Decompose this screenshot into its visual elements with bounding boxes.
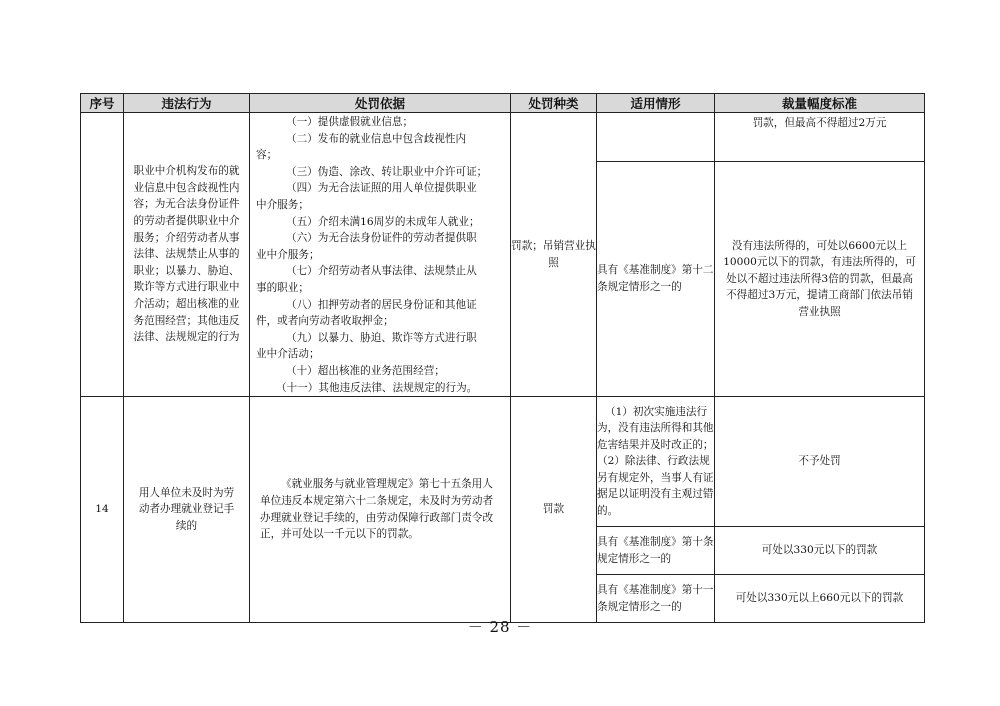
header-case: 适用情形 [597,94,715,113]
row2-no: 14 [81,397,124,623]
basis-line: 业中介服务； [256,248,320,261]
page-number: － 28 － [467,618,533,636]
header-no: 序号 [81,94,124,113]
basis-line: 容； [256,149,278,162]
row1-case-2: 具有《基准制度》第十二条规定情形之一的 [597,161,715,396]
row1-no [81,113,124,397]
row1-basis [250,113,511,397]
basis-line: （六）为无合法身份证件的劳动者提供职 [286,232,477,245]
header-std: 裁量幅度标准 [715,94,925,113]
row1-std-2: 没有违法所得的，可处以6600元以上10000元以下的罚款，有违法所得的，可处以不超过违法所得3倍的罚款，但最高不得超过3万元，提请工商部门依法吊销营业执照 [715,161,925,396]
basis-line: （十）超出核准的业务范围经营； [286,364,445,377]
basis-line: （三）伪造、涂改、转让职业中介许可证； [286,165,488,178]
basis-line: 中介服务； [256,198,309,211]
header-act: 违法行为 [124,94,250,113]
basis-line: （四）为无合法证照的用人单位提供职业 [286,182,477,195]
basis-line: （二）发布的就业信息中包含歧视性内 [286,132,467,145]
basis-line: （十一）其他违反法律、法规规定的行为。 [276,381,478,394]
row2-case-1: （1）初次实施违法行为，没有违法所得和其他危害结果并及时改正的；（2）除法律、行政法规另有规定外，当事人有证据足以证明没有主观过错的。 [597,397,715,527]
basis-line: 业中介活动； [256,348,320,361]
basis-line: 事的职业； [256,281,309,294]
header-basis: 处罚依据 [250,94,511,113]
table-row [81,113,925,162]
row2-std-1: 不予处罚 [715,397,925,527]
row1-std-1: 罚款，但最高不得超过2万元 [715,113,925,162]
penalty-table [80,93,925,623]
row1-act: 职业中介机构发布的就业信息中包含歧视性内容；为无合法身份证件的劳动者提供职业中介服务；介绍劳动者从事法律、法规禁止从事的职业；以暴力、胁迫、欺诈等方式进行职业中介活动；超出核准的业务范围经营；其他违反法律、法规规定的行为 [124,113,250,397]
row2-basis: 《就业服务与就业管理规定》第七十五条用人单位违反本规定第六十二条规定，未及时为劳动者办理就业登记手续的，由劳动保障行政部门责令改正，并可处以一千元以下的罚款。 [250,397,511,623]
basis-line: （七）介绍劳动者从事法律、法规禁止从 [286,265,477,278]
row2-case-3: 具有《基准制度》第十一条规定情形之一的 [597,575,715,623]
row2-type: 罚款 [511,397,597,623]
row1-case-1 [597,113,715,162]
row1-type: 罚款；吊销营业执照 [511,113,597,397]
row2-std-3: 可处以330元以上660元以下的罚款 [715,575,925,623]
row2-act: 用人单位未及时为劳动者办理就业登记手续的 [124,397,250,623]
row2-std-2: 可处以330元以下的罚款 [715,527,925,575]
basis-line: 件，或者向劳动者收取押金； [256,315,394,328]
header-row [81,94,925,113]
basis-line: （八）扣押劳动者的居民身份证和其他证 [286,298,477,311]
basis-line: （九）以暴力、胁迫、欺诈等方式进行职 [286,331,477,344]
table-row [81,397,925,527]
header-type: 处罚种类 [511,94,597,113]
basis-line: （一）提供虚假就业信息； [286,116,414,128]
basis-line: （五）介绍未满16周岁的未成年人就业； [286,215,480,228]
row2-case-2: 具有《基准制度》第十条规定情形之一的 [597,527,715,575]
